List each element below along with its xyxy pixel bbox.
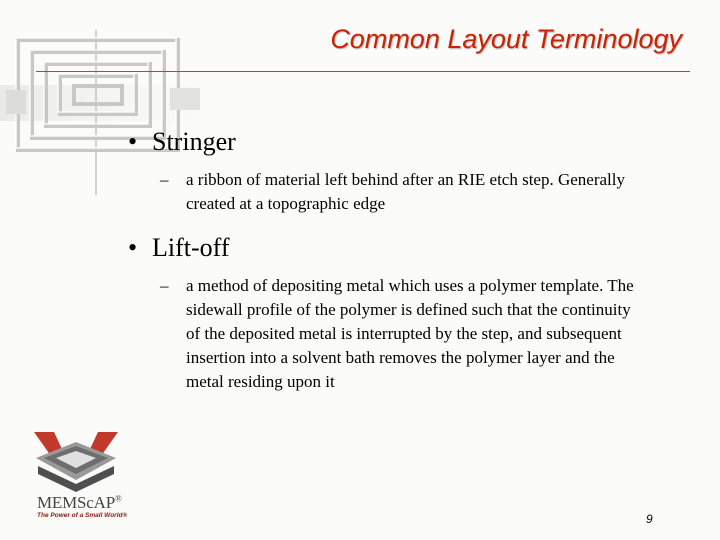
memscap-logo-icon <box>28 428 124 494</box>
sub-bullet <box>160 168 668 216</box>
title-divider <box>36 71 690 72</box>
bullet-item-stringer <box>128 124 668 216</box>
sub-bullet-text: a ribbon of material left behind after an RIE etch step. Generally created at a topographic edge <box>186 170 625 213</box>
sub-bullet-dash: – <box>160 276 169 295</box>
slide-title: Common Layout Terminology <box>330 24 682 54</box>
bullet-symbol: • <box>128 233 138 262</box>
logo-name: MEMScAP® <box>37 493 122 512</box>
bullet-heading <box>128 124 668 160</box>
bullet-heading <box>128 230 668 266</box>
sub-bullet-dash: – <box>160 170 169 189</box>
bullet-item-lift-off <box>128 230 668 394</box>
bullet-term: Stringer <box>152 127 236 156</box>
page-number: 9 <box>646 512 653 526</box>
slide-content <box>128 124 668 408</box>
sub-bullet-text: a method of depositing metal which uses a polymer template. The sidewall profile of the polymer is defined such that the continuity of the deposited metal is interrupted by the step, and subsequent insertion into a solvent bath removes the polymer layer and the metal residing upon it <box>186 276 634 391</box>
bullet-term: Lift-off <box>152 233 230 262</box>
logo-tagline: The Power of a Small World® <box>37 512 128 519</box>
sub-bullet <box>160 274 668 394</box>
bullet-symbol: • <box>128 127 138 156</box>
